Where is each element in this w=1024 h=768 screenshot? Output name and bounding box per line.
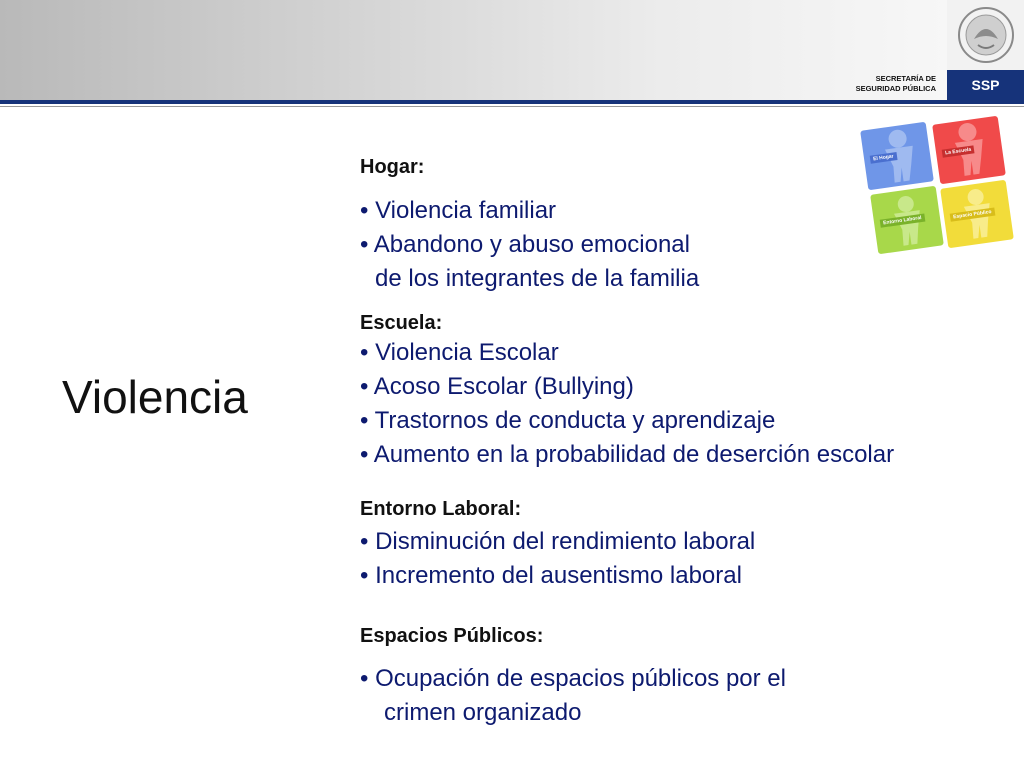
section-heading-espacios-publicos: Espacios Públicos: (360, 625, 544, 647)
tile-espacio-publico (940, 180, 1014, 249)
ssp-logo: SSP (947, 70, 1024, 100)
section-heading-hogar: Hogar: (360, 156, 425, 178)
tile-label: Espacio Público (950, 208, 995, 222)
tile-label: El Hogar (870, 152, 897, 164)
section-heading-escuela: Escuela: (360, 312, 443, 334)
bullet-text: • Incremento del ausentismo laboral (360, 562, 742, 589)
bullet-text: • Disminución del rendimiento laboral (360, 528, 756, 555)
bullet-text: • Violencia familiar (360, 197, 557, 224)
tile-entorno-laboral (870, 186, 944, 255)
bullet-text: • Violencia Escolar (360, 339, 559, 366)
section-heading-entorno-laboral: Entorno Laboral: (360, 498, 522, 520)
bullet-text: de los integrantes de la familia (375, 265, 700, 292)
bullet-text: • Ocupación de espacios públicos por el (360, 665, 786, 692)
bullet-text: crimen organizado (384, 699, 582, 726)
bullet-text: • Trastornos de conducta y aprendizaje (360, 407, 776, 434)
environment-tiles (862, 118, 1012, 253)
tile-label: La Escuela (942, 145, 975, 157)
agency-name-line1: SECRETARÍA DE (875, 74, 936, 83)
bullet-text: • Abandono y abuso emocional (360, 231, 690, 258)
slide-content (360, 0, 1024, 768)
tile-escuela (932, 116, 1006, 185)
tile-label: Entorno Laboral (880, 214, 925, 228)
agency-name-line2: SEGURIDAD PÚBLICA (855, 84, 936, 93)
tile-hogar (860, 122, 934, 191)
slide-title: Violencia (62, 371, 248, 423)
bullet-text: • Acoso Escolar (Bullying) (360, 373, 634, 400)
bullet-text: • Aumento en la probabilidad de deserción escolar (360, 441, 895, 468)
